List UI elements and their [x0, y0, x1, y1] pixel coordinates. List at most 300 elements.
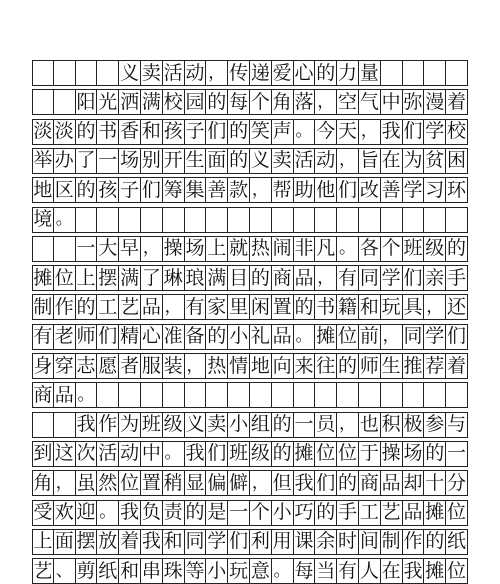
grid-char: 心: [141, 325, 161, 348]
grid-char: 学: [381, 266, 401, 289]
grid-char: 别: [141, 149, 161, 172]
grid-cell: [446, 61, 468, 85]
grid-char: 我: [185, 442, 205, 465]
grid-char: 帮: [272, 178, 292, 201]
grid-row: [32, 207, 468, 233]
grid-char: 凡: [316, 237, 336, 260]
grid-char: 。: [54, 208, 76, 232]
grid-char: 有: [338, 266, 358, 289]
grid-char: 善: [381, 178, 401, 201]
grid-char: 手: [338, 501, 358, 523]
grid-char: 们: [316, 471, 336, 494]
grid-char: 香: [120, 120, 140, 143]
grid-char: 时: [338, 530, 358, 553]
grid-char: 老: [54, 325, 74, 348]
grid-row: [32, 89, 468, 115]
grid-char: 活: [163, 61, 183, 84]
grid-char: 制: [33, 295, 53, 318]
grid-char: 余: [316, 530, 336, 553]
grid-char: 精: [120, 325, 140, 348]
grid-char: 愿: [98, 354, 118, 377]
grid-cell: [337, 383, 359, 407]
grid-char: 员: [316, 413, 336, 436]
grid-char: 动: [316, 149, 336, 172]
grid-char: 了: [76, 149, 96, 172]
grid-char: 上: [33, 530, 53, 553]
grid-char: 位: [120, 471, 140, 494]
grid-char: 习: [425, 178, 445, 201]
grid-char: 纸: [447, 530, 467, 553]
grid-cell: [206, 208, 228, 232]
grid-char: 落: [294, 90, 314, 113]
grid-char: 往: [316, 354, 336, 377]
grid-char: 我: [76, 413, 96, 436]
grid-char: 作: [403, 530, 423, 553]
grid-row: [32, 60, 468, 86]
grid-char: 班: [229, 442, 249, 465]
grid-char: 闲: [250, 295, 270, 318]
grid-cell: [446, 383, 468, 407]
grid-char: 小: [207, 559, 227, 582]
grid-char: 一: [447, 442, 467, 465]
grid-char: ，: [337, 149, 359, 173]
grid-char: 摊: [33, 266, 53, 289]
grid-char: 显: [185, 471, 205, 494]
grid-cell: [54, 61, 76, 85]
grid-char: 但: [272, 471, 292, 494]
grid-char: 为: [120, 413, 140, 436]
grid-char: ，: [250, 178, 272, 202]
grid-char: 义: [185, 413, 205, 436]
grid-char: 品: [403, 501, 423, 523]
grid-char: 位: [316, 442, 336, 465]
grid-char: 服: [141, 354, 161, 377]
grid-char: 们: [207, 442, 227, 465]
grid-row: [32, 353, 468, 379]
grid-char: 摊: [425, 501, 445, 523]
grid-char: 和: [359, 295, 379, 318]
grid-char: 班: [403, 237, 423, 260]
grid-char: 珠: [163, 559, 183, 582]
grid-char: 有: [33, 325, 53, 348]
grid-char: 孩: [98, 178, 118, 201]
grid-char: 人: [359, 559, 379, 582]
grid-char: 。: [76, 383, 98, 407]
grid-char: 。: [163, 442, 185, 466]
grid-cell: [32, 61, 54, 85]
grid-char: 他: [316, 178, 336, 201]
grid-char: 各: [359, 237, 379, 260]
grid-char: 孩: [163, 120, 183, 143]
grid-char: 旨: [359, 149, 379, 172]
grid-cell: [250, 383, 272, 407]
grid-char: 的: [76, 120, 96, 143]
grid-char: 园: [185, 90, 205, 113]
grid-char: 纸: [98, 559, 118, 582]
grid-char: 每: [294, 559, 314, 582]
grid-char: 力: [338, 61, 358, 84]
grid-char: 同: [185, 530, 205, 553]
grid-char: 集: [185, 178, 205, 201]
grid-row: [32, 324, 468, 350]
grid-char: 们: [403, 266, 423, 289]
grid-char: 家: [207, 295, 227, 318]
grid-char: 准: [163, 325, 183, 348]
grid-char: 着: [120, 530, 140, 553]
grid-char: 备: [185, 325, 205, 348]
grid-char: 办: [54, 149, 74, 172]
grid-char: ，: [185, 354, 207, 378]
grid-row: [32, 500, 468, 526]
grid-char: 学: [207, 530, 227, 553]
grid-cell: [185, 208, 207, 232]
grid-char: 还: [447, 295, 467, 318]
grid-cell: [381, 383, 403, 407]
grid-char: 迎: [76, 501, 96, 523]
grid-char: 摊: [316, 325, 336, 348]
grid-char: 志: [76, 354, 96, 377]
grid-char: 来: [294, 354, 314, 377]
grid-char: 早: [120, 237, 140, 260]
grid-char: 也: [359, 413, 379, 436]
grid-char: 与: [447, 413, 467, 436]
grid-char: ，: [424, 295, 446, 319]
grid-char: 非: [294, 237, 314, 260]
grid-char: 分: [447, 471, 467, 494]
grid-char: 目: [229, 266, 249, 289]
grid-char: 师: [359, 354, 379, 377]
grid-char: 等: [185, 559, 205, 582]
grid-char: 、: [54, 559, 76, 583]
grid-char: 玩: [381, 295, 401, 318]
grid-char: 们: [338, 178, 358, 201]
grid-char: 位: [54, 266, 74, 289]
grid-char: 小: [229, 325, 249, 348]
grid-char: 十: [425, 471, 445, 494]
grid-char: 同: [403, 325, 423, 348]
grid-row: [32, 382, 468, 408]
grid-char: 欢: [54, 501, 74, 523]
grid-char: 僻: [229, 471, 249, 494]
grid-char: 操: [381, 442, 401, 465]
grid-char: 一: [98, 149, 118, 172]
grid-char: 面: [54, 530, 74, 553]
grid-char: 地: [250, 354, 270, 377]
grid-char: 玩: [229, 559, 249, 582]
grid-char: 和: [141, 120, 161, 143]
grid-char: 场: [120, 149, 140, 172]
grid-char: 动: [185, 61, 205, 84]
grid-char: 开: [163, 149, 183, 172]
grid-char: 。: [294, 325, 316, 349]
grid-char: 位: [447, 559, 467, 582]
grid-row: [32, 529, 468, 555]
grid-char: 的: [425, 442, 445, 465]
grid-char: 的: [76, 295, 96, 318]
grid-char: 积: [381, 413, 401, 436]
grid-char: ，: [315, 90, 337, 114]
grid-cell: [119, 383, 141, 407]
grid-char: 籍: [338, 295, 358, 318]
grid-char: 举: [33, 149, 53, 172]
grid-char: 身: [33, 354, 53, 377]
grid-char: 的: [294, 295, 314, 318]
grid-char: 我: [381, 120, 401, 143]
composition-paper: [32, 58, 468, 582]
grid-char: 参: [425, 413, 445, 436]
grid-cell: [424, 61, 446, 85]
grid-char: 的: [250, 266, 270, 289]
grid-cell: [381, 61, 403, 85]
grid-cell: [403, 208, 425, 232]
grid-cell: [294, 383, 316, 407]
grid-row: [32, 558, 468, 584]
grid-char: 角: [33, 471, 53, 494]
grid-char: 责: [163, 501, 183, 523]
grid-char: 我: [120, 501, 140, 523]
grid-cell: [381, 208, 403, 232]
grid-row: [32, 236, 468, 262]
grid-cell: [315, 208, 337, 232]
grid-char: 却: [403, 471, 423, 494]
grid-char: 放: [98, 530, 118, 553]
grid-char: 卖: [272, 149, 292, 172]
grid-char: ，: [141, 237, 163, 261]
grid-cell: [141, 383, 163, 407]
grid-char: 光: [98, 90, 118, 113]
grid-char: 品: [381, 471, 401, 494]
grid-char: 的: [316, 61, 336, 84]
grid-char: 大: [98, 237, 118, 260]
grid-cell: [141, 208, 163, 232]
grid-char: 在: [381, 559, 401, 582]
grid-char: 位: [338, 325, 358, 348]
grid-char: 装: [163, 354, 183, 377]
grid-cell: [97, 383, 119, 407]
grid-char: 子: [120, 178, 140, 201]
grid-char: 境: [33, 208, 53, 230]
grid-char: 义: [250, 149, 270, 172]
grid-char: 淡: [33, 120, 53, 143]
grid-cell: [54, 413, 76, 437]
grid-char: 学: [403, 178, 423, 201]
grid-char: 们: [207, 120, 227, 143]
grid-char: 活: [294, 149, 314, 172]
grid-char: ，: [54, 471, 76, 495]
grid-char: ，: [359, 120, 381, 144]
grid-char: 前: [359, 325, 379, 348]
grid-char: 操: [163, 237, 183, 260]
grid-char: 笑: [250, 120, 270, 143]
grid-char: 具: [403, 295, 423, 318]
grid-char: 区: [54, 178, 74, 201]
grid-char: 满: [207, 266, 227, 289]
grid-char: 贫: [425, 149, 445, 172]
grid-char: 礼: [250, 325, 270, 348]
grid-char: 。: [272, 559, 294, 583]
grid-char: 小: [272, 501, 292, 523]
grid-cell: [403, 61, 425, 85]
grid-char: 作: [54, 295, 74, 318]
grid-char: 我: [403, 559, 423, 582]
grid-char: 个: [250, 90, 270, 113]
grid-char: 卖: [141, 61, 161, 84]
grid-cell: [228, 383, 250, 407]
grid-char: 亲: [425, 266, 445, 289]
grid-row: [32, 441, 468, 467]
grid-char: 串: [141, 559, 161, 582]
grid-char: 组: [250, 413, 270, 436]
grid-char: 今: [316, 120, 336, 143]
grid-char: 推: [403, 354, 423, 377]
grid-char: 置: [272, 295, 292, 318]
grid-row: [32, 470, 468, 496]
grid-char: 。: [337, 237, 359, 261]
grid-char: 一: [76, 237, 96, 260]
grid-char: 间: [359, 530, 379, 553]
grid-char: 场: [403, 442, 423, 465]
grid-char: 利: [250, 530, 270, 553]
grid-char: 们: [447, 325, 467, 348]
grid-char: 商: [359, 471, 379, 494]
grid-char: 了: [141, 266, 161, 289]
grid-cell: [403, 383, 425, 407]
grid-char: 情: [229, 354, 249, 377]
grid-cell: [32, 90, 54, 114]
grid-char: 同: [359, 266, 379, 289]
grid-char: ，: [337, 413, 359, 437]
grid-char: 师: [76, 325, 96, 348]
grid-char: 的: [338, 354, 358, 377]
grid-char: 受: [33, 501, 53, 523]
grid-char: 和: [120, 559, 140, 582]
grid-char: 班: [141, 413, 161, 436]
grid-char: 们: [403, 120, 423, 143]
grid-row: [32, 412, 468, 438]
grid-char: 摆: [98, 266, 118, 289]
grid-row: [32, 119, 468, 145]
grid-char: 工: [359, 501, 379, 523]
grid-char: 就: [229, 237, 249, 260]
grid-char: 的: [338, 471, 358, 494]
grid-char: 筹: [163, 178, 183, 201]
grid-char: 书: [98, 120, 118, 143]
grid-char: 品: [272, 325, 292, 348]
grid-char: 们: [141, 178, 161, 201]
grid-char: 个: [381, 237, 401, 260]
grid-char: 穿: [54, 354, 74, 377]
grid-char: 面: [207, 149, 227, 172]
grid-char: 稍: [163, 471, 183, 494]
grid-char: 学: [425, 120, 445, 143]
grid-cell: [119, 208, 141, 232]
grid-char: 们: [98, 325, 118, 348]
grid-char: ，: [250, 471, 272, 495]
grid-char: 气: [359, 90, 379, 113]
grid-char: 场: [185, 237, 205, 260]
grid-cell: [163, 383, 185, 407]
grid-cell: [163, 208, 185, 232]
grid-cell: [76, 208, 98, 232]
grid-char: 们: [229, 530, 249, 553]
grid-char: 荐: [425, 354, 445, 377]
grid-char: 的: [185, 501, 205, 523]
grid-char: 天: [338, 120, 358, 143]
grid-char: 置: [141, 471, 161, 494]
grid-cell: [359, 383, 381, 407]
grid-char: 中: [381, 90, 401, 113]
grid-cell: [97, 61, 119, 85]
grid-row: [32, 177, 468, 203]
grid-char: 到: [33, 442, 53, 465]
grid-char: 着: [447, 90, 467, 113]
grid-char: 递: [250, 61, 270, 84]
grid-char: 级: [425, 237, 445, 260]
grid-char: 动: [120, 442, 140, 465]
grid-char: 品: [294, 266, 314, 289]
grid-char: 义: [120, 61, 140, 84]
grid-char: 的: [447, 237, 467, 260]
grid-char: 品: [54, 383, 74, 406]
grid-char: 校: [163, 90, 183, 113]
grid-char: 量: [359, 61, 379, 84]
grid-char: 和: [163, 530, 183, 553]
grid-cell: [424, 208, 446, 232]
grid-char: 为: [403, 149, 423, 172]
grid-cell: [54, 237, 76, 261]
grid-char: 我: [294, 471, 314, 494]
grid-char: 一: [229, 501, 249, 523]
grid-cell: [206, 383, 228, 407]
grid-row: [32, 265, 468, 291]
grid-char: 剪: [76, 559, 96, 582]
grid-char: 热: [250, 237, 270, 260]
grid-char: 极: [403, 413, 423, 436]
grid-char: 于: [359, 442, 379, 465]
grid-char: 的: [425, 530, 445, 553]
grid-char: 艺: [381, 501, 401, 523]
grid-char: 摊: [294, 442, 314, 465]
grid-char: 的: [229, 120, 249, 143]
grid-cell: [272, 208, 294, 232]
grid-char: 的: [272, 442, 292, 465]
grid-char: 传: [229, 61, 249, 84]
grid-char: 每: [229, 90, 249, 113]
grid-char: 位: [447, 501, 467, 523]
grid-char: 子: [185, 120, 205, 143]
grid-char: 的: [272, 413, 292, 436]
grid-cell: [272, 383, 294, 407]
grid-char: 艺: [120, 295, 140, 318]
grid-char: ，: [163, 295, 185, 319]
grid-char: 偏: [207, 471, 227, 494]
grid-char: 助: [294, 178, 314, 201]
grid-char: 的: [76, 178, 96, 201]
grid-char: 巧: [294, 501, 314, 523]
grid-cell: [228, 208, 250, 232]
grid-char: 中: [141, 442, 161, 465]
grid-char: 爱: [272, 61, 292, 84]
grid-row: [32, 148, 468, 174]
grid-char: 工: [98, 295, 118, 318]
grid-char: 改: [359, 178, 379, 201]
grid-char: 。: [97, 501, 119, 525]
grid-char: 里: [229, 295, 249, 318]
grid-char: 个: [250, 501, 270, 523]
grid-char: 满: [141, 90, 161, 113]
grid-char: 款: [229, 178, 249, 201]
grid-char: 卖: [207, 413, 227, 436]
